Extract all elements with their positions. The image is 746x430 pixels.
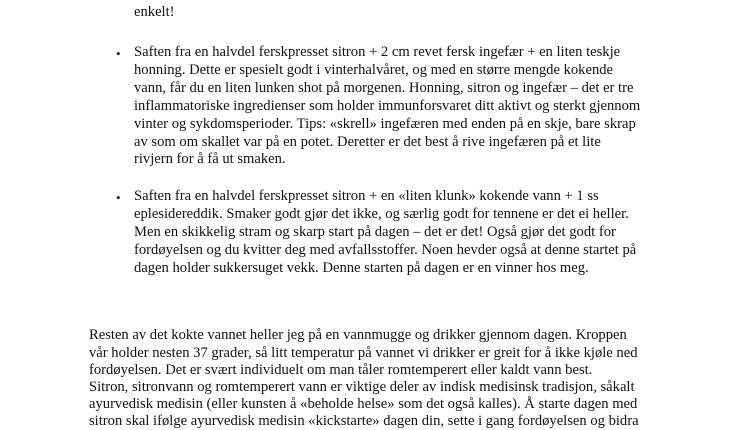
paragraph-line: sitron skal ifølge ayurvedisk medisin «kickstarte» dagen din, sette i gang fordøyelsen og bidra (89, 413, 639, 429)
paragraph-line: fordøyelsen. Det er svært individuelt om man tåler romtemperert eller kaldt vann best. (89, 362, 593, 378)
bullet-text-line: rivjern for å få ut smaken. (134, 151, 286, 167)
top-fragment-text: enkelt! (134, 4, 175, 20)
paragraph-line: Sitron, sitronvann og romtemperert vann er viktige deler av indisk medisinsk tradisjon, såkalt (89, 379, 635, 395)
bullet-marker: • (116, 46, 121, 61)
bullet-text-line: fordøyelsen og du kvitter deg med avfallsstoffer. Noen hevder også at denne startet på (134, 242, 637, 258)
bullet-text-line: Men en skikkelig stram og skarp start på dagen – det er det! Også gjør det godt for (134, 224, 616, 240)
bullet-text-line: eplesidereddik. Smaker godt gjør det ikke, og særlig godt for tennene er det ei heller. (134, 206, 629, 222)
bullet-text-line: vann, får du en liten lunken shot på morgenen. Honning, sitron og ingefær – det er tre (134, 80, 634, 96)
bullet-text-line: av som om skallet var på en potet. Deretter er det best å rive ingefæren på et lite (134, 134, 601, 150)
bullet-text-line: Saften fra en halvdel ferskpresset sitron + en «liten klunk» kokende vann + 1 ss (134, 188, 599, 204)
paragraph-line: ayurvedisk medisin (eller kunsten å «beholde helse» som det også kalles). Å starte dagen med (89, 396, 638, 412)
bullet-text-line: vinter og sykdomsperioder. Tips: «skrell» ingefæren med enden på en skje, bare skrap (134, 116, 636, 132)
bullet-marker: • (116, 190, 121, 205)
bullet-text-line: dagen holder sukkersuget vekk. Denne starten på dagen er en vinner hos meg. (134, 260, 589, 276)
bullet-text-line: honning. Dette er spesielt godt i vinterhalvåret, og med en større mengde kokende (134, 62, 614, 78)
bullet-text-line: Saften fra en halvdel ferskpresset sitron + 2 cm revet fersk ingefær + en liten teskje (134, 44, 621, 60)
paragraph-line: Resten av det kokte vannet heller jeg på en vannmugge og drikker gjennom dagen. Kroppen (89, 327, 627, 343)
paragraph-line: vår holder nesten 37 grader, så litt temperatur på vannet vi drikker er greit for å ikke kjøle ned (89, 345, 638, 361)
bullet-text-line: inflammatoriske ingredienser som holder immunforsvaret ditt aktivt og sterkt gjennom (134, 98, 641, 114)
